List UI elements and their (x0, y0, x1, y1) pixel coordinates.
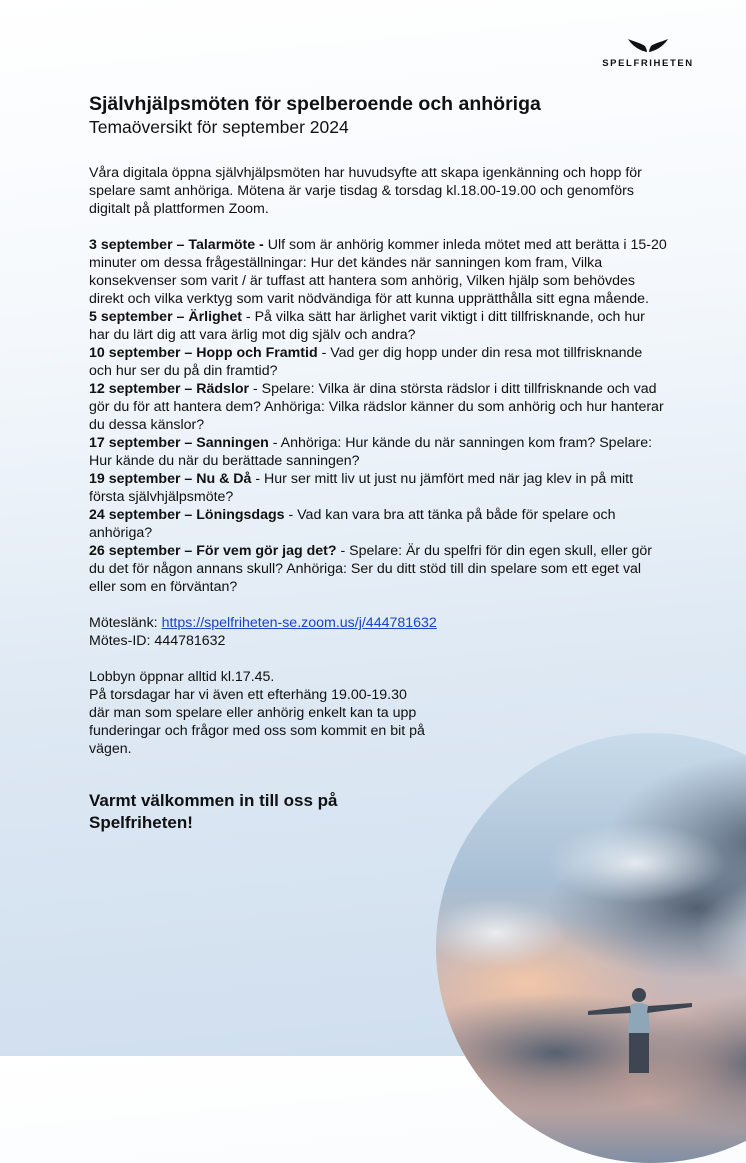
session-heading: 19 september – Nu & Då (89, 471, 252, 487)
lobby-open-time: Lobbyn öppnar alltid kl.17.45. (89, 669, 275, 685)
session-heading: 10 september – Hopp och Framtid (89, 345, 318, 361)
meeting-info (89, 614, 669, 650)
lobby-info (89, 668, 429, 758)
session-list (89, 236, 669, 596)
zoom-link[interactable]: https://spelfriheten-se.zoom.us/j/444781632 (161, 615, 437, 631)
session-item (89, 542, 669, 596)
session-item (89, 308, 669, 344)
session-item (89, 434, 669, 470)
session-text: - Spelare: Är du spelfri för din egen skull, eller gör du det för någon annans skull? Anhöriga: Ser du ditt stöd till din spelare som ett eget val eller som en förväntan? (89, 543, 653, 595)
session-item (89, 506, 669, 542)
welcome-message: Varmt välkommen in till oss på Spelfriheten! (89, 791, 338, 832)
brand-logo (596, 38, 700, 69)
session-item (89, 470, 669, 506)
page-title: Självhjälpsmöten för spelberoende och anhöriga (89, 93, 541, 115)
session-text: - Anhöriga: Hur kände du när sanningen kom fram? Spelare: Hur kände du när du berättade sanningen? (89, 435, 653, 469)
session-heading: 3 september – Talarmöte - (89, 237, 264, 253)
session-text: - Vad ger dig hopp under din resa mot tillfrisknande och hur ser du på din framtid? (89, 345, 643, 379)
page-subtitle: Temaöversikt för september 2024 (89, 117, 349, 137)
meeting-link-label: Möteslänk: (89, 615, 158, 631)
meeting-id: Mötes-ID: 444781632 (89, 633, 226, 649)
session-text: - Hur ser mitt liv ut just nu jämfört med när jag klev in på mitt första självhjälpsmöte? (89, 471, 634, 505)
session-text: - Vad kan vara bra att tänka på både för spelare och anhöriga? (89, 507, 616, 541)
session-heading: 5 september – Ärlighet (89, 309, 242, 325)
session-heading: 12 september – Rädslor (89, 381, 250, 397)
session-heading: 26 september – För vem gör jag det? (89, 543, 337, 559)
session-item (89, 236, 669, 308)
session-item (89, 344, 669, 380)
session-heading: 24 september – Löningsdags (89, 507, 285, 523)
session-text: - Spelare: Vilka är dina största rädslor i ditt tillfrisknande och vad gör du för att hantera dem? Anhöriga: Vilka rädslor känner du som anhörig och hur hanterar du dessa känslor? (89, 381, 664, 433)
wings-icon (627, 38, 669, 54)
session-text: Ulf som är anhörig kommer inleda mötet med att berätta i 15-20 minuter om dessa frågeställningar: Hur det kändes när sanningen kom fram, Vilka konsekvenser som varit / är tuffast att hantera som anhörig, Vilken hjälp som behövdes direkt och vilka verktyg som varit nödvändiga för att kunna upprätthålla sitt egna mående. (89, 237, 667, 307)
session-item (89, 380, 669, 434)
session-heading: 17 september – Sanningen (89, 435, 269, 451)
brand-name: SPELFRIHETEN (602, 58, 694, 69)
document-body (89, 92, 669, 834)
session-text: - På vilka sätt har ärlighet varit viktigt i ditt tillfrisknande, och hur har du lärt dig att vara ärlig mot dig själv och andra? (89, 309, 645, 343)
meeting-link-line (89, 614, 669, 632)
intro-paragraph: Våra digitala öppna självhjälpsmöten har huvudsyfte att skapa igenkänning och hopp för spelare samt anhöriga. Mötena är varje tisdag & torsdag kl.18.00-19.00 och genomförs digitalt på plattformen Zoom. (89, 165, 642, 217)
lobby-afterhang: På torsdagar har vi även ett efterhäng 19.00-19.30 där man som spelare eller anhörig enkelt kan ta upp funderingar och frågor med oss som kommit en bit på vägen. (89, 687, 425, 757)
